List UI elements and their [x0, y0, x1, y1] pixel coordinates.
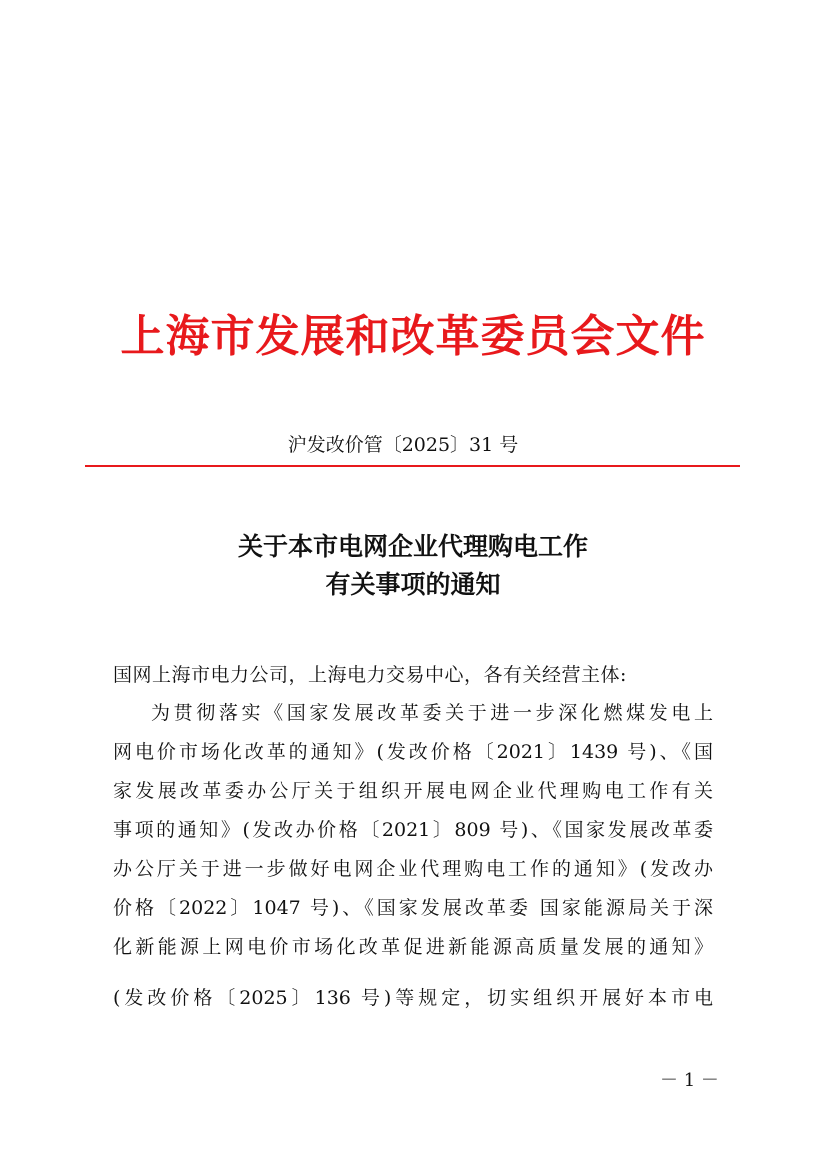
document-title-line-2: 有关事项的通知: [325, 570, 501, 599]
body-text-line: (发改价格〔2025〕136 号)等规定，切实组织开展好本市电: [113, 987, 713, 1009]
document-title-line-1: 关于本市电网企业代理购电工作: [237, 532, 588, 561]
body-text-line: 价格〔2022〕1047 号)、《国家发展改革委 国家能源局关于深: [113, 897, 713, 919]
body-text-line: 办公厅关于进一步做好电网企业代理购电工作的通知》(发改办: [113, 858, 713, 880]
body-text-line: 网电价市场化改革的通知》(发改价格〔2021〕1439 号)、《国: [113, 741, 713, 763]
body-text-line: 化新能源上网电价市场化改革促进新能源高质量发展的通知》: [113, 936, 713, 958]
red-separator-line: [85, 465, 740, 467]
body-text-line: 家发展改革委办公厅关于组织开展电网企业代理购电工作有关: [113, 780, 713, 802]
document-number: 沪发改价管〔2025〕31 号: [287, 434, 519, 456]
body-text-line: 事项的通知》(发改办价格〔2021〕809 号)、《国家发展改革委: [113, 819, 713, 841]
issuing-organization-header: 上海市发展和改革委员会文件: [120, 311, 706, 362]
addressee: 国网上海市电力公司，上海电力交易中心，各有关经营主体:: [113, 664, 627, 686]
body-text-line: 为贯彻落实《国家发展改革委关于进一步深化燃煤发电上: [151, 702, 713, 724]
page-number: － 1 －: [660, 1070, 719, 1091]
